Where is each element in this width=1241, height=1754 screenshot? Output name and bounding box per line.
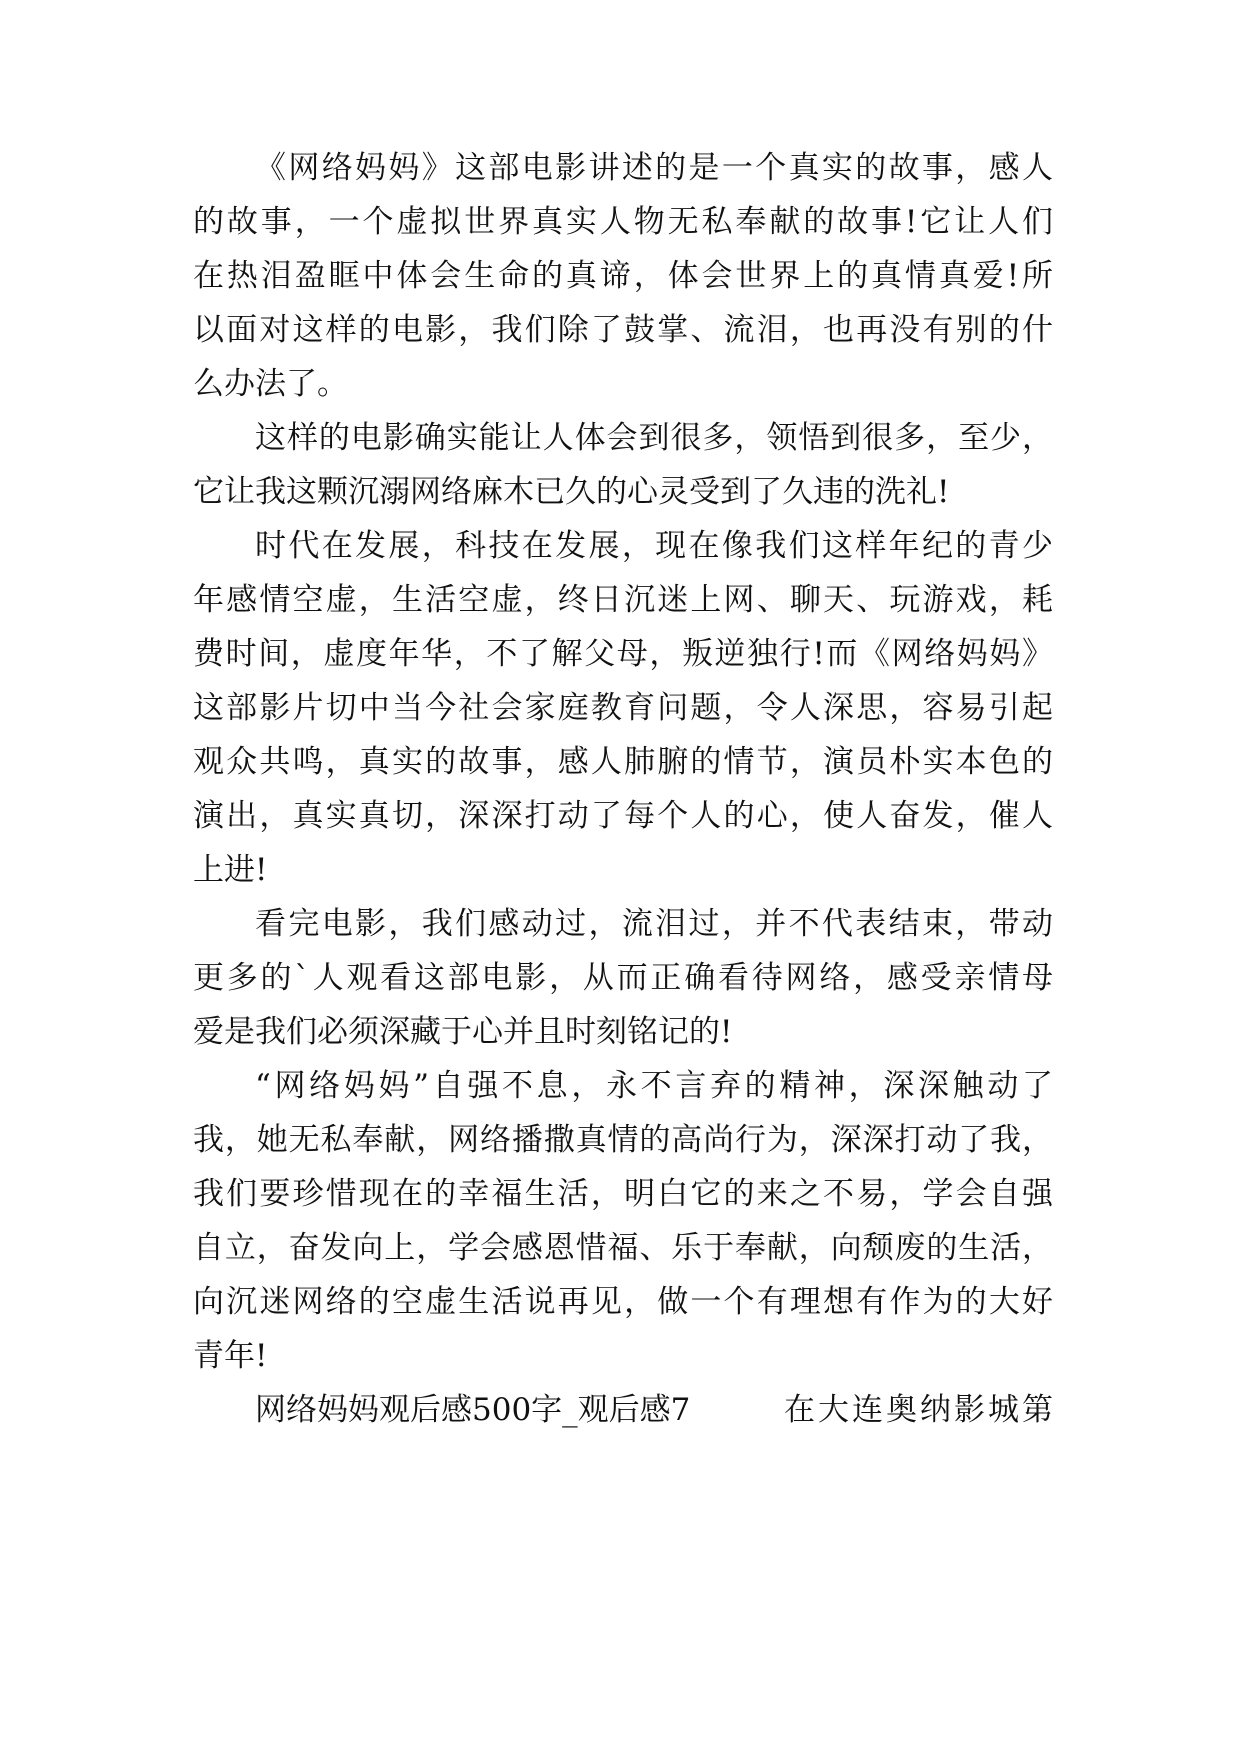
paragraph-5-line-5: 向沉迷网络的空虚生活说再见，做一个有理想有作为的大好 <box>193 1284 1053 1320</box>
paragraph-4-line-3: 爱是我们必须深藏于心并且时刻铭记的! <box>193 1014 733 1050</box>
paragraph-5-line-6: 青年! <box>193 1338 268 1374</box>
paragraph-3-line-2: 年感情空虚，生活空虚，终日沉迷上网、聊天、玩游戏，耗 <box>193 582 1053 618</box>
paragraph-1-line-4: 以面对这样的电影，我们除了鼓掌、流泪，也再没有别的什 <box>193 312 1053 348</box>
paragraph-4-line-2: 更多的`人观看这部电影，从而正确看待网络，感受亲情母 <box>193 960 1053 996</box>
next-article-title: 网络妈妈观后感500字_观后感7 <box>255 1392 691 1428</box>
paragraph-5-line-3: 我们要珍惜现在的幸福生活，明白它的来之不易，学会自强 <box>193 1176 1053 1212</box>
paragraph-3-line-4: 这部影片切中当今社会家庭教育问题，令人深思，容易引起 <box>193 690 1053 726</box>
paragraph-5-line-2: 我，她无私奉献，网络播撒真情的高尚行为，深深打动了我， <box>193 1122 1053 1158</box>
paragraph-5-line-1: “网络妈妈”自强不息，永不言弃的精神，深深触动了 <box>255 1068 1053 1104</box>
paragraph-5-line-4: 自立，奋发向上，学会感恩惜福、乐于奉献，向颓废的生活， <box>193 1230 1053 1266</box>
paragraph-3-line-5: 观众共鸣，真实的故事，感人肺腑的情节，演员朴实本色的 <box>193 744 1053 780</box>
paragraph-1-line-5: 么办法了。 <box>193 366 348 402</box>
next-article-start: 在大连奥纳影城第 <box>784 1392 1053 1428</box>
paragraph-3-line-1: 时代在发展，科技在发展，现在像我们这样年纪的青少 <box>255 528 1053 564</box>
paragraph-3-line-6: 演出，真实真切，深深打动了每个人的心，使人奋发，催人 <box>193 798 1053 834</box>
paragraph-2-line-1: 这样的电影确实能让人体会到很多，领悟到很多，至少， <box>255 420 1053 456</box>
paragraph-3-line-3: 费时间，虚度年华，不了解父母，叛逆独行!而《网络妈妈》 <box>193 636 1053 672</box>
paragraph-3-line-7: 上进! <box>193 852 268 888</box>
paragraph-1-line-1: 《网络妈妈》这部电影讲述的是一个真实的故事，感人 <box>255 150 1053 186</box>
paragraph-2-line-2: 它让我这颗沉溺网络麻木已久的心灵受到了久违的洗礼! <box>193 474 950 510</box>
paragraph-1-line-2: 的故事，一个虚拟世界真实人物无私奉献的故事!它让人们 <box>193 204 1053 240</box>
paragraph-4-line-1: 看完电影，我们感动过，流泪过，并不代表结束，带动 <box>255 906 1053 942</box>
paragraph-1-line-3: 在热泪盈眶中体会生命的真谛，体会世界上的真情真爱!所 <box>193 258 1053 294</box>
